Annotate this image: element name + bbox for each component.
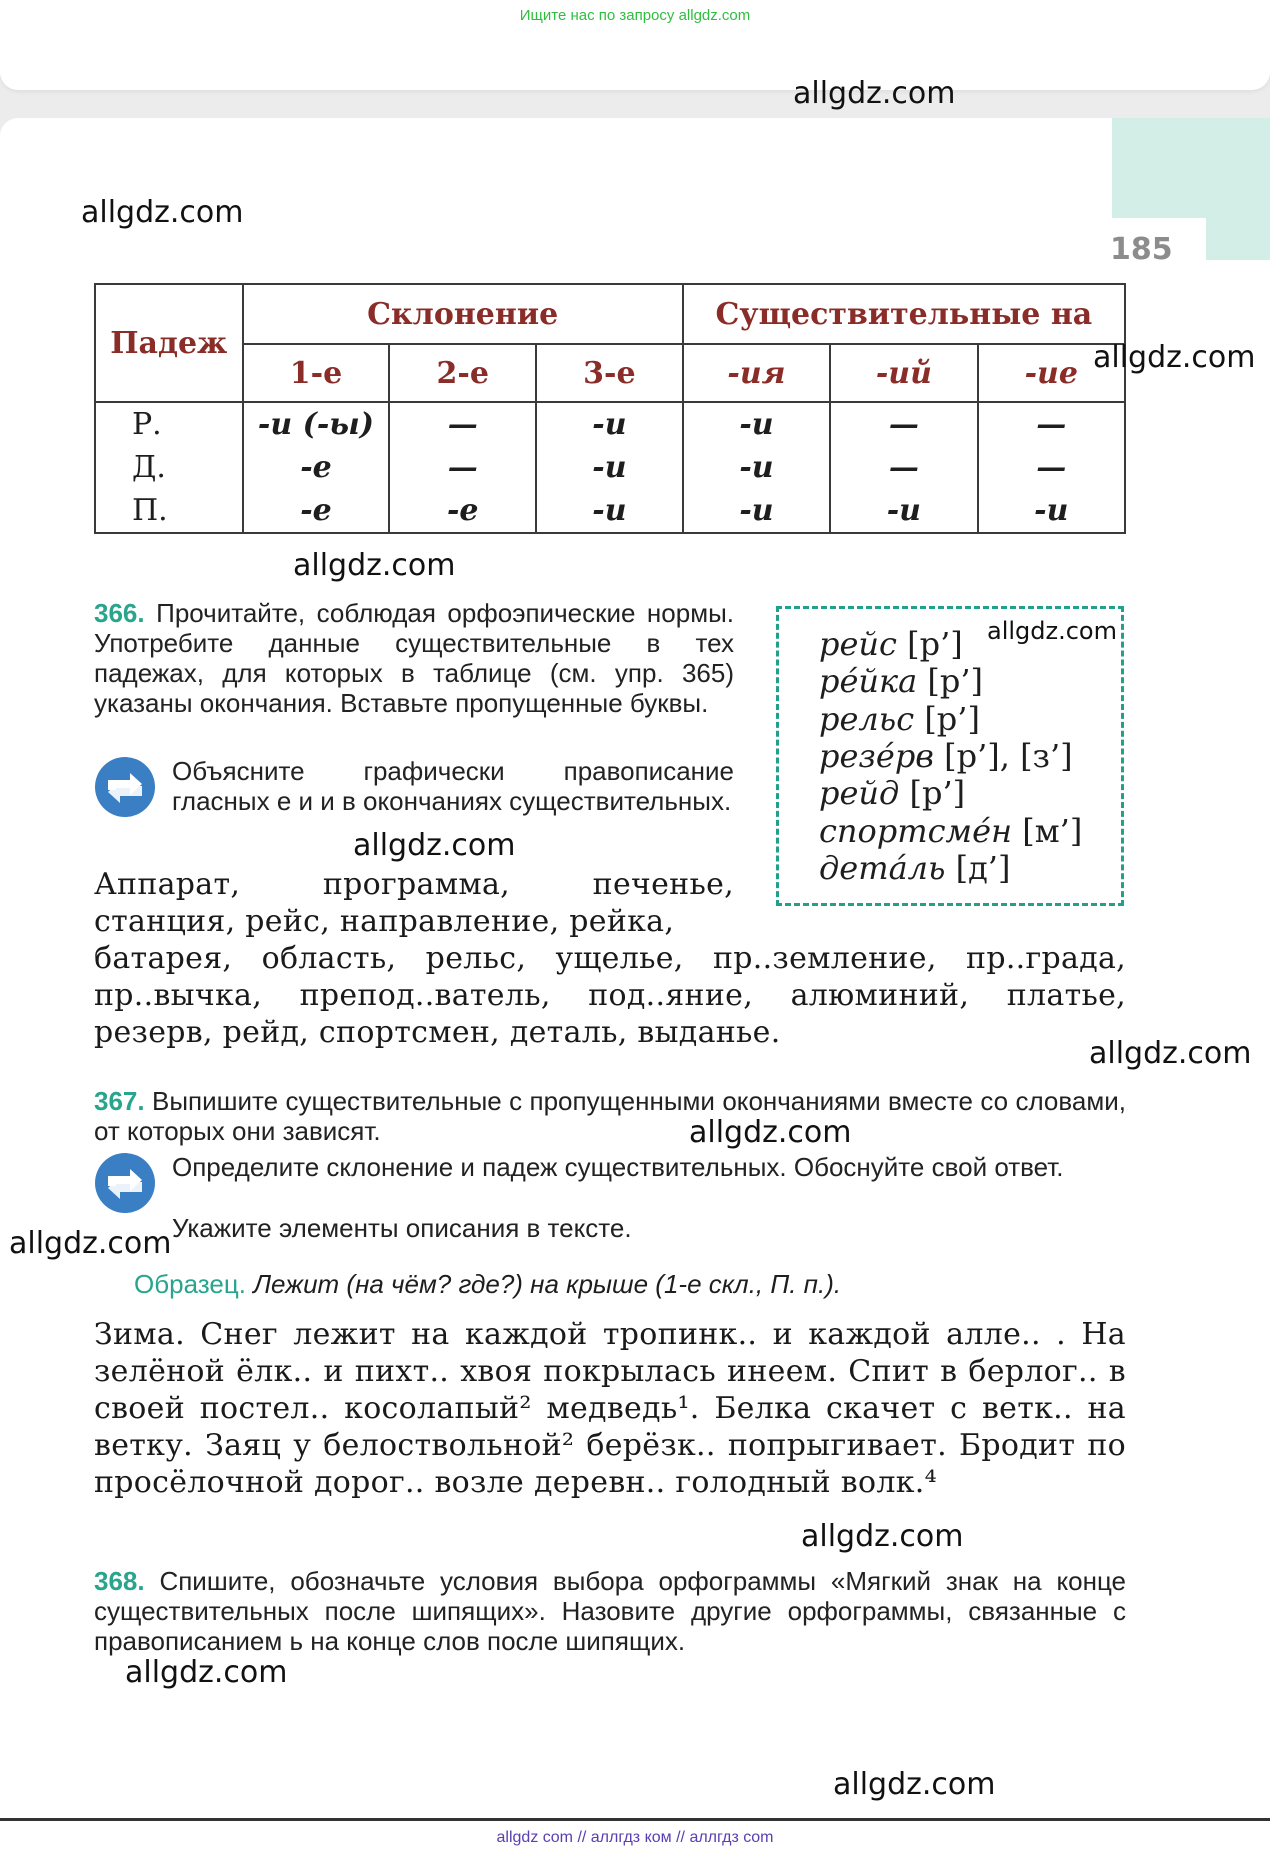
ending-cell: -и [1034, 493, 1069, 528]
word: ре́йка [819, 662, 918, 700]
suffix-ie: -ие [978, 344, 1125, 402]
exercise-367-text: Зима. Снег лежит на каждой тропинк.. и каждой алле.. . На зелёной ёлк.. и пихт.. хвоя покрылась инеем. Спит в берлог.. в своей постел.. косолапый² медведь¹. Белка скачет с ветк.. на ветку. Заяц у белоствольной² берёзк.. попрыгивает. Бродит по просёлочной дорог.. возле деревн.. голодный волк.⁴ [94, 1317, 1126, 1500]
exercise-366-extra-task: Объясните графически правописание гласных е и и в окончаниях существительных. [172, 756, 734, 816]
declension-header: Склонение [243, 284, 683, 344]
word-sound: [р’] [924, 700, 980, 738]
ending-cell: -и [739, 407, 774, 442]
exercise-number: 367. [94, 1086, 145, 1116]
word: рейс [819, 625, 897, 663]
ending-cell: -и [592, 407, 627, 442]
ending-cell: -е [300, 450, 332, 485]
extra-task-icon [94, 1152, 156, 1214]
word-entry [819, 625, 963, 663]
exercise-367-task [94, 1086, 1126, 1146]
task-text: Спишите, обозначьте условия выбора орфограммы «Мягкий знак на конце существительных после шипящих». Назовите другие орфограммы, связанные с правописанием ь на конце слов после шипящих. [94, 1566, 1126, 1656]
word: рейд [819, 774, 900, 812]
case-header: Падеж [95, 284, 243, 402]
exercise-368-task [94, 1566, 1126, 1656]
ending-cell: — [447, 407, 478, 442]
watermark: allgdz.com [987, 617, 1117, 645]
task-text: Прочитайте, соблюдая орфоэпические нормы. Употребите данные существительные в тех падежах, для которых в таблице (см. упр. 365) указаны окончания. Вставьте пропущенные буквы. [94, 598, 734, 718]
word: резе́рв [819, 737, 934, 775]
suffix-iy: -ий [830, 344, 977, 402]
watermark: allgdz.com [125, 1655, 288, 1690]
word-sound: [р’] [927, 662, 984, 700]
watermark: allgdz.com [689, 1115, 852, 1150]
exercise-366-text-rest: батарея, область, рельс, ущелье, пр..земление, пр..града, пр..вычка, препод..ватель, под..яние, алюминий, платье, резерв, рейд, спортсмен, деталь, выданье. [94, 941, 1126, 1050]
exercise-366-task [94, 598, 734, 718]
ending-cell: — [447, 450, 478, 485]
watermark: allgdz.com [833, 1767, 996, 1802]
page-corner-tab [1112, 118, 1270, 218]
case-label: Д. [132, 450, 166, 485]
ending-cell: — [888, 407, 919, 442]
ending-cell: -и [886, 493, 921, 528]
watermark: allgdz.com [801, 1519, 964, 1554]
sample-label: Образец. [134, 1269, 246, 1299]
nouns-header: Существительные на [683, 284, 1125, 344]
word-sound: [м’] [1022, 812, 1083, 850]
suffix-iya: -ия [683, 344, 830, 402]
extra-task-icon [94, 756, 156, 818]
top-banner-link[interactable]: Ищите нас по запросу allgdz.com [519, 7, 751, 24]
watermark: allgdz.com [1089, 1036, 1252, 1071]
ending-cell: -е [300, 493, 332, 528]
declension-3: 3-е [536, 344, 683, 402]
exercise-367-extra-task: Определите склонение и падеж существительных. Обоснуйте свой ответ. [172, 1152, 1064, 1182]
word-entry [819, 849, 1010, 887]
exercise-number: 366. [94, 598, 145, 628]
watermark: allgdz.com [81, 195, 244, 230]
word-sound: [р’] [909, 774, 966, 812]
word-sound: [р’] [907, 625, 963, 663]
case-labels [95, 402, 243, 533]
exercise-number: 368. [94, 1566, 145, 1596]
ending-cell: -и [592, 493, 627, 528]
exercise-366-text-start: Аппарат, программа, печенье, станция, рейс, направление, рейка, [94, 867, 734, 939]
exercise-367-extra-task-2: Укажите элементы описания в тексте. [172, 1213, 632, 1243]
word-entry [819, 700, 980, 738]
ending-cell: -и [739, 493, 774, 528]
ending-cell: -и [739, 450, 774, 485]
endings-column [683, 402, 830, 533]
watermark: allgdz.com [1093, 340, 1256, 375]
page-number: 185 [1110, 232, 1173, 267]
word-entry [819, 774, 965, 812]
page-corner-tab-lower [1206, 218, 1270, 260]
ending-cell: — [1036, 450, 1067, 485]
word: дета́ль [819, 849, 946, 887]
endings-column [389, 402, 536, 533]
ending-cell: -и [592, 450, 627, 485]
ending-cell: -е [446, 493, 479, 528]
word-entry [819, 812, 1082, 850]
word-sound: [р’], [з’] [944, 737, 1073, 775]
sample-text: Лежит (на чём? где?) на крыше (1-е скл., П. п.). [253, 1269, 842, 1299]
word: спортсме́н [819, 812, 1013, 850]
watermark: allgdz.com [793, 76, 956, 111]
word: рельс [819, 700, 915, 738]
ending-cell: — [1036, 407, 1067, 442]
declension-2: 2-е [389, 344, 536, 402]
exercise-367-sample [134, 1268, 1126, 1300]
watermark: allgdz.com [293, 548, 456, 583]
word-entry [819, 662, 983, 700]
endings-table [94, 283, 1126, 534]
declension-1: 1-е [243, 344, 390, 402]
endings-column [243, 402, 390, 533]
word-sound: [д’] [955, 849, 1011, 887]
footer-links[interactable]: allgdz com // аллгдз ком // аллгдз com [496, 1829, 774, 1846]
endings-column [830, 402, 977, 533]
ending-cell: — [888, 450, 919, 485]
watermark: allgdz.com [9, 1226, 172, 1261]
case-label: Р. [132, 407, 162, 442]
word-entry [819, 737, 1073, 775]
endings-column [536, 402, 683, 533]
viewer-strip [0, 40, 1270, 90]
task-text: Выпишите существительные с пропущенными окончаниями вместе со словами, от которых они зависят. [94, 1086, 1126, 1146]
endings-column [978, 402, 1125, 533]
watermark: allgdz.com [353, 828, 516, 863]
orthoepy-word-box [776, 606, 1124, 906]
ending-cell: -и (-ы) [257, 407, 374, 442]
case-label: П. [132, 493, 168, 528]
